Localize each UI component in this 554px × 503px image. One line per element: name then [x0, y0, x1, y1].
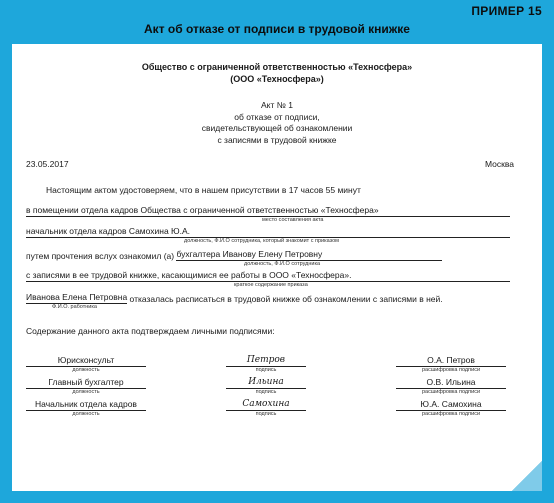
order-summary-hint: краткое содержание приказа	[234, 282, 308, 288]
position-hint: должность	[72, 389, 100, 395]
employee-line	[26, 249, 502, 261]
signature-row	[26, 355, 516, 377]
refusal-line	[26, 292, 502, 304]
signer-signature: Петров	[226, 355, 306, 367]
confirm-text: Содержание данного акта подтверждаем личными подписями:	[26, 326, 275, 336]
example-tag: ПРИМЕР 15	[444, 0, 554, 22]
employee-value: бухгалтера Иванову Елену Петровну	[176, 249, 323, 259]
page-fold-corner	[512, 461, 542, 491]
worker-name-hint: Ф.И.О. работника	[52, 304, 97, 310]
signer-decode: О.В. Ильина	[396, 377, 506, 389]
decode-hint: расшифровка подписи	[421, 367, 481, 373]
position-hint: должность	[72, 367, 100, 373]
signer-decode: Ю.А. Самохина	[396, 399, 506, 411]
place-hint: место составления акта	[262, 217, 324, 223]
act-heading	[12, 100, 542, 146]
document-sheet	[12, 44, 542, 491]
act-subtitle-2: свидетельствующей об ознакомлении	[201, 123, 353, 133]
intro-paragraph: Настоящим актом удостоверяем, что в нашем присутствии в 17 часов 55 минут	[46, 185, 361, 195]
worker-name-value: Иванова Елена Петровна	[26, 292, 128, 302]
signer-decode: О.А. Петров	[396, 355, 506, 367]
employee-prefix: путем прочтения вслух ознакомил (а)	[26, 251, 175, 261]
signer-position: Начальник отдела кадров	[26, 399, 146, 411]
decode-hint: расшифровка подписи	[421, 411, 481, 417]
signature-hint: подпись	[255, 389, 277, 395]
employee-field	[176, 249, 442, 261]
act-subtitle-3: с записями в трудовой книжке	[217, 134, 337, 145]
refusal-text: отказалась расписаться в трудовой книжке об ознакомлении с записями в ней.	[129, 294, 443, 304]
worker-name-field	[26, 292, 127, 304]
decode-hint: расшифровка подписи	[421, 389, 481, 395]
signer-signature: Самохина	[226, 399, 306, 411]
presenter-field	[26, 226, 510, 238]
signer-signature: Ильина	[226, 377, 306, 389]
signature-row	[26, 399, 516, 421]
organization-full-name: Общество с ограниченной ответственностью «Техносфера»	[141, 62, 413, 72]
organization-name	[12, 61, 542, 85]
signer-position: Юрисконсульт	[26, 355, 146, 367]
employee-hint: должность, Ф.И.О сотрудника	[244, 261, 321, 267]
place-value: в помещении отдела кадров Общества с ограниченной ответственностью «Техносфера»	[26, 205, 379, 215]
act-city: Москва	[484, 159, 514, 169]
document-title: Акт об отказе от подписи в трудовой книжке	[144, 22, 410, 36]
presenter-hint: должность, Ф.И.О сотрудника, который знакомит с приказом	[184, 238, 339, 244]
act-number: Акт № 1	[261, 100, 293, 110]
order-summary-field	[26, 270, 510, 282]
order-summary-value: с записями в ее трудовой книжке, касающимися ее работы в ООО «Техносфера».	[26, 270, 352, 280]
presenter-value: начальник отдела кадров Самохина Ю.А.	[26, 226, 191, 236]
signature-row	[26, 377, 516, 399]
signer-position: Главный бухгалтер	[26, 377, 146, 389]
place-field	[26, 205, 510, 217]
position-hint: должность	[72, 411, 100, 417]
act-subtitle-1: об отказе от подписи,	[234, 111, 320, 122]
signature-hint: подпись	[255, 367, 277, 373]
signature-hint: подпись	[255, 411, 277, 417]
act-date: 23.05.2017	[26, 159, 69, 169]
organization-short-name: (ООО «Техносфера»)	[230, 74, 324, 84]
